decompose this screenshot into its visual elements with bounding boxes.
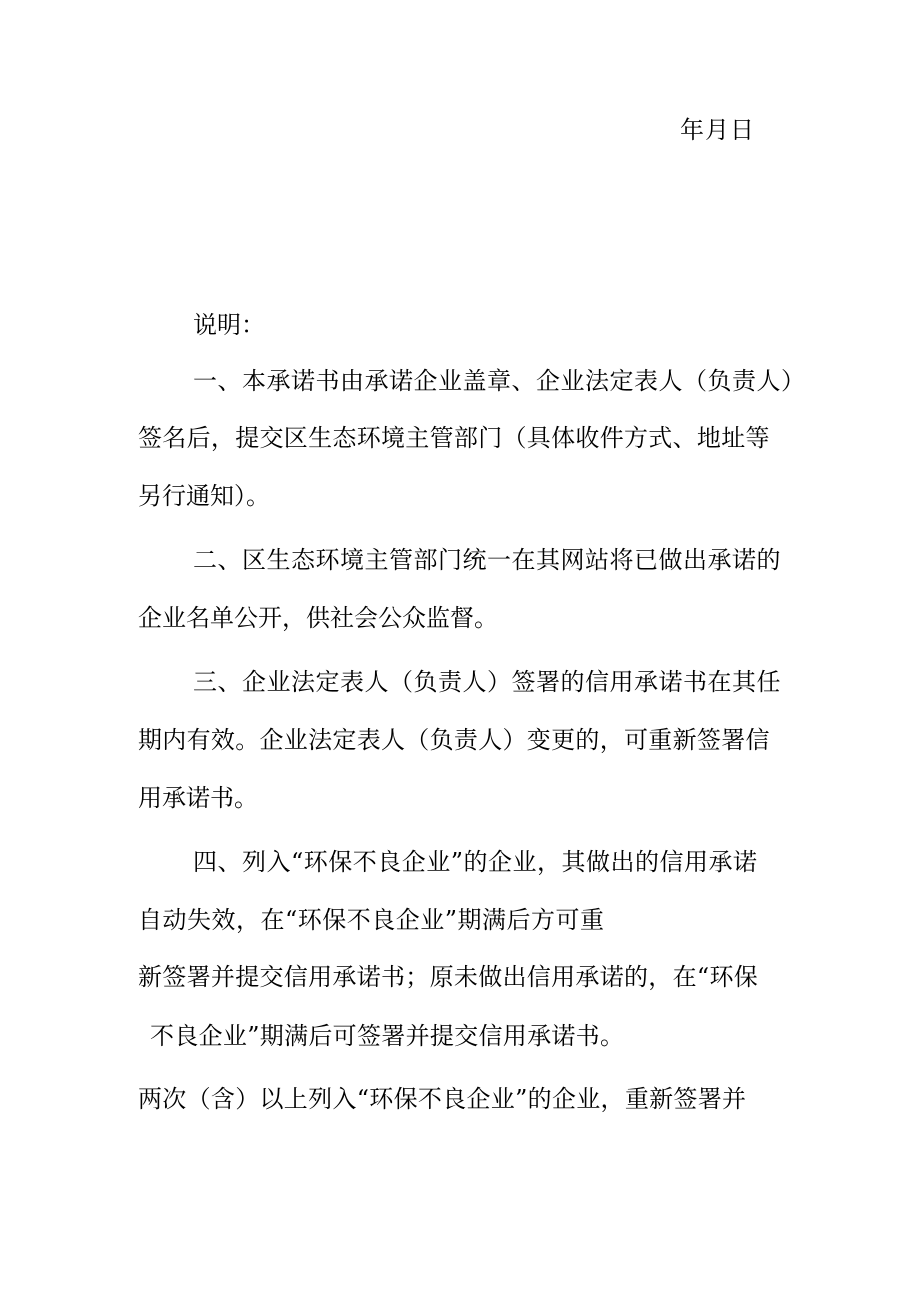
- note-3-line-3: 用承诺书。: [138, 784, 258, 812]
- note-4-line-2: 自动失效，在“环保不良企业”期满后方可重: [138, 906, 605, 934]
- notes-heading: 说明：: [193, 311, 265, 339]
- note-3-line-2: 期内有效。企业法定表人（负责人）变更的，可重新签署信: [138, 726, 770, 754]
- date-line: 年月日: [680, 116, 755, 144]
- note-1-line-2: 签名后，提交区生态环境主管部门（具体收件方式、地址等: [138, 424, 770, 452]
- note-2-line-1: 二、区生态环境主管部门统一在其网站将已做出承诺的: [193, 546, 781, 574]
- note-4-line-3: 新签署并提交信用承诺书；原未做出信用承诺的，在“环保: [138, 963, 759, 991]
- note-3-line-1: 三、企业法定表人（负责人）签署的信用承诺书在其任: [193, 668, 781, 696]
- note-4-line-4: 不良企业”期满后可签署并提交信用承诺书。: [150, 1022, 625, 1050]
- note-1-line-1: 一、本承诺书由承诺企业盖章、企业法定表人（负责人）: [193, 367, 806, 395]
- note-1-line-3: 另行通知）。: [138, 482, 270, 510]
- note-5-line-1: 两次（含）以上列入“环保不良企业”的企业，重新签署并: [138, 1085, 747, 1113]
- note-4-line-1: 四、列入“环保不良企业”的企业，其做出的信用承诺: [193, 848, 758, 876]
- note-2-line-2: 企业名单公开，供社会公众监督。: [138, 604, 498, 632]
